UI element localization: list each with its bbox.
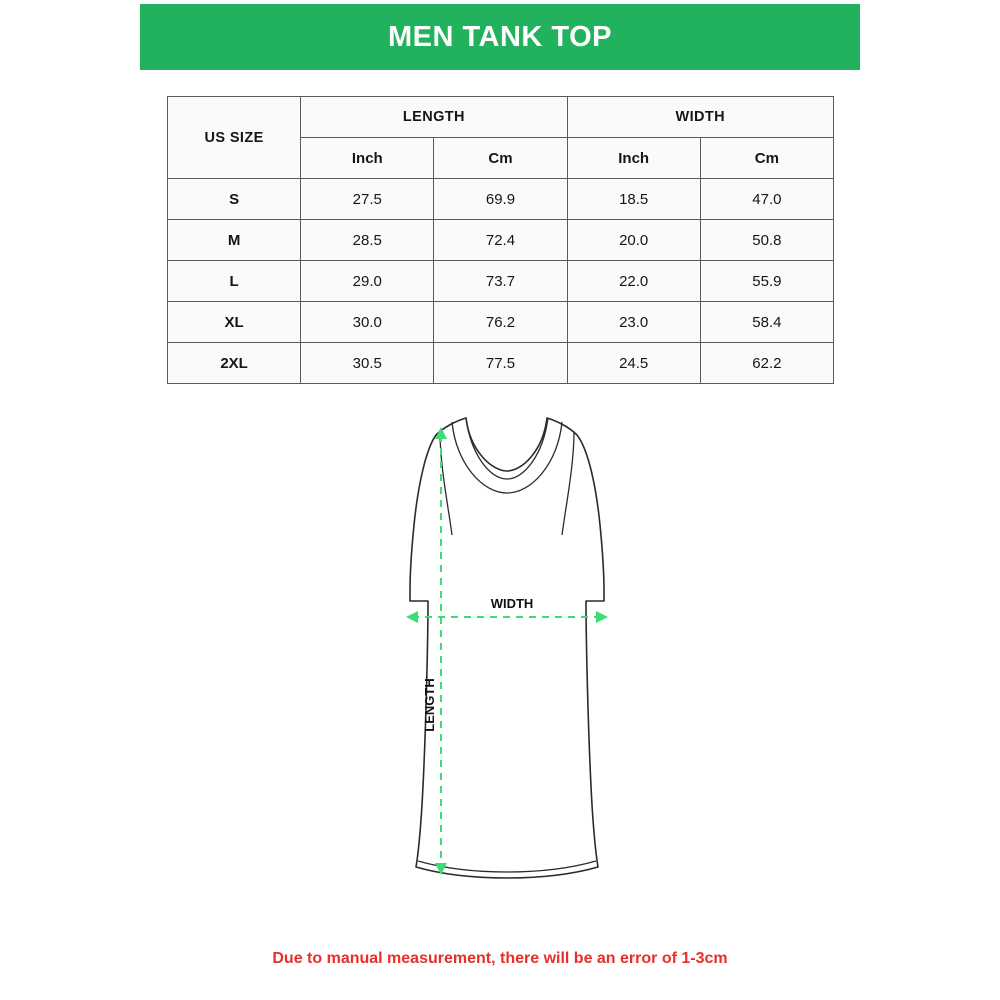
garment-illustration [340, 405, 670, 905]
table-row [168, 220, 834, 261]
table-row [168, 261, 834, 302]
cell-length-cm: 76.2 [434, 302, 567, 343]
cell-length-inch: 30.5 [301, 343, 434, 384]
cell-width-inch: 20.0 [567, 220, 700, 261]
cell-size: M [168, 220, 301, 261]
cell-width-cm: 58.4 [700, 302, 833, 343]
column-header-us-size: US SIZE [168, 97, 301, 179]
cell-size: 2XL [168, 343, 301, 384]
cell-width-inch: 22.0 [567, 261, 700, 302]
column-header-length: LENGTH [301, 97, 567, 138]
cell-length-inch: 27.5 [301, 179, 434, 220]
unit-label-length-inch: Inch [301, 138, 434, 179]
cell-width-cm: 55.9 [700, 261, 833, 302]
width-measure-label: WIDTH [490, 596, 534, 611]
table-row [168, 302, 834, 343]
length-measure-label: LENGTH [422, 678, 437, 732]
unit-label-width-inch: Inch [567, 138, 700, 179]
table-row [168, 343, 834, 384]
cell-length-cm: 73.7 [434, 261, 567, 302]
header-band [140, 4, 860, 70]
cell-width-cm: 62.2 [700, 343, 833, 384]
cell-length-inch: 28.5 [301, 220, 434, 261]
unit-label-width-cm: Cm [700, 138, 833, 179]
cell-width-cm: 50.8 [700, 220, 833, 261]
measurement-disclaimer: Due to manual measurement, there will be an error of 1-3cm [272, 950, 728, 967]
cell-length-cm: 69.9 [434, 179, 567, 220]
cell-width-inch: 18.5 [567, 179, 700, 220]
column-header-width: WIDTH [567, 97, 833, 138]
cell-size: S [168, 179, 301, 220]
table-header-row [168, 97, 834, 138]
table-row [168, 179, 834, 220]
cell-width-inch: 23.0 [567, 302, 700, 343]
cell-size: L [168, 261, 301, 302]
cell-width-cm: 47.0 [700, 179, 833, 220]
cell-length-cm: 77.5 [434, 343, 567, 384]
size-chart-table [167, 96, 834, 384]
cell-length-inch: 30.0 [301, 302, 434, 343]
cell-length-inch: 29.0 [301, 261, 434, 302]
cell-length-cm: 72.4 [434, 220, 567, 261]
cell-width-inch: 24.5 [567, 343, 700, 384]
unit-label-length-cm: Cm [434, 138, 567, 179]
cell-size: XL [168, 302, 301, 343]
page-title: MEN TANK TOP [387, 20, 613, 53]
